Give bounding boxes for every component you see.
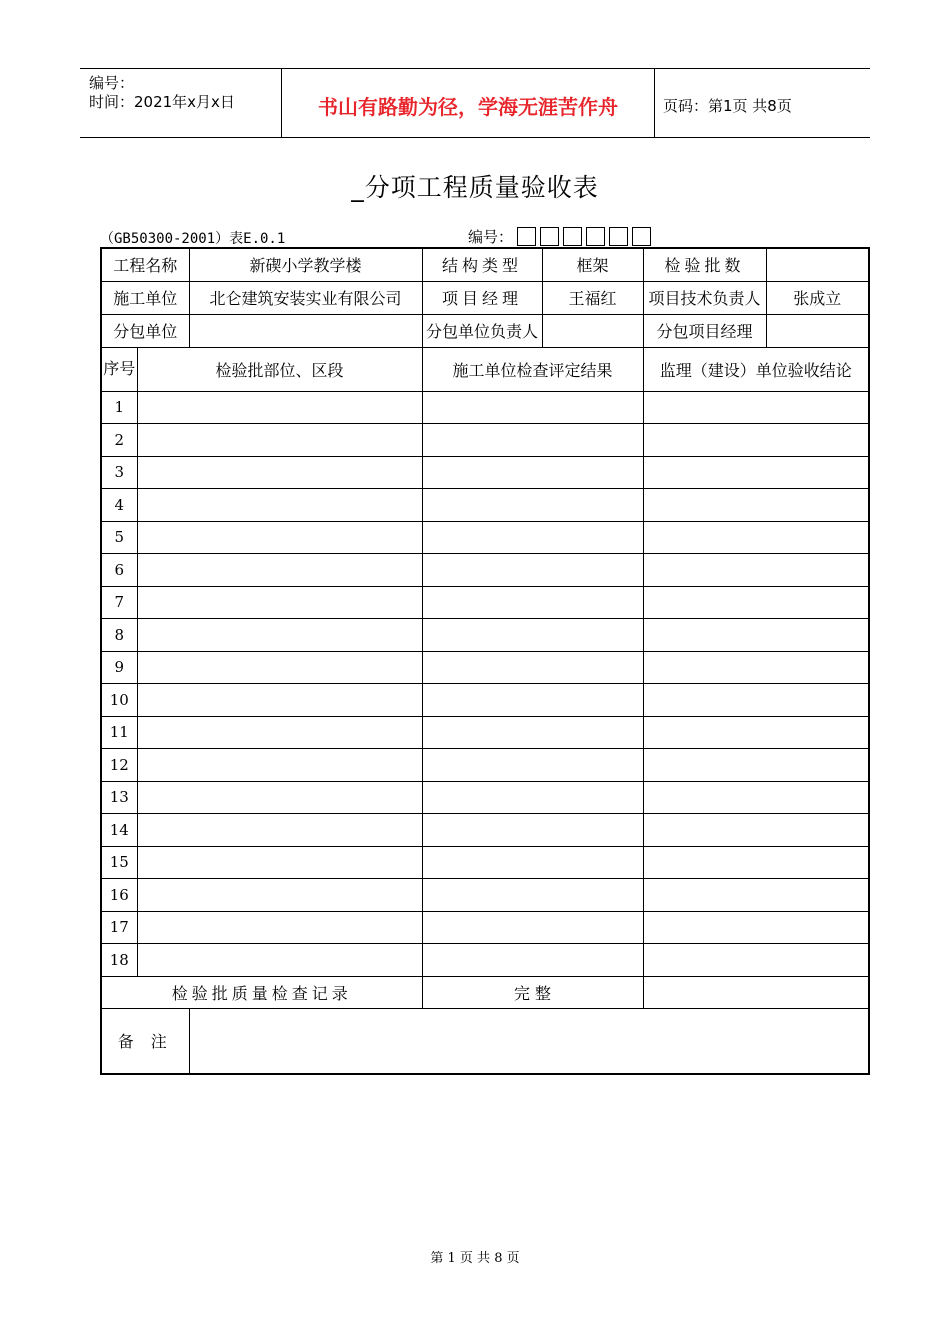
number-box[interactable] [632, 227, 651, 246]
location-cell[interactable] [137, 489, 422, 522]
subcontractor-lead-label: 分包单位负责人 [422, 314, 542, 347]
supervisor-result-cell[interactable] [643, 651, 869, 684]
contractor-result-cell[interactable] [422, 554, 643, 587]
supervisor-result-cell[interactable] [643, 749, 869, 782]
table-row [101, 586, 869, 619]
header-time-label: 时间：2021年x月x日 [89, 93, 235, 111]
contractor-result-cell[interactable] [422, 911, 643, 944]
page-title: _分项工程质量验收表 [351, 173, 599, 202]
subcontractor-lead-value[interactable] [542, 314, 643, 347]
remarks-value[interactable] [189, 1008, 869, 1074]
location-cell[interactable] [137, 879, 422, 912]
info-row-3 [101, 314, 869, 347]
form-number-label: 编号： [468, 228, 514, 246]
table-row [101, 814, 869, 847]
subcontractor-label: 分包单位 [101, 314, 189, 347]
supervisor-result-cell[interactable] [643, 716, 869, 749]
project-name-label: 工程名称 [101, 248, 189, 281]
project-manager-label: 项目经理 [422, 281, 542, 314]
col-supervisor-result-header: 监理（建设）单位验收结论 [643, 347, 869, 391]
standard-reference: （GB50300-2001）表E.0.1 [100, 231, 286, 247]
number-box[interactable] [609, 227, 628, 246]
tech-lead-label: 项目技术负责人 [643, 281, 766, 314]
row-number: 16 [101, 879, 137, 912]
summary-supervisor-value[interactable] [643, 976, 869, 1008]
project-name-value[interactable]: 新碶小学教学楼 [189, 248, 422, 281]
contractor-result-cell[interactable] [422, 846, 643, 879]
form-number [468, 226, 651, 247]
contractor-result-cell[interactable] [422, 814, 643, 847]
location-cell[interactable] [137, 521, 422, 554]
row-number: 1 [101, 391, 137, 424]
location-cell[interactable] [137, 684, 422, 717]
contractor-result-cell[interactable] [422, 944, 643, 977]
supervisor-result-cell[interactable] [643, 456, 869, 489]
structure-type-label: 结构类型 [422, 248, 542, 281]
row-number: 13 [101, 781, 137, 814]
number-box[interactable] [517, 227, 536, 246]
row-number: 2 [101, 424, 137, 457]
contractor-result-cell[interactable] [422, 521, 643, 554]
number-box[interactable] [563, 227, 582, 246]
number-box[interactable] [540, 227, 559, 246]
row-number: 15 [101, 846, 137, 879]
table-row [101, 684, 869, 717]
row-number: 7 [101, 586, 137, 619]
row-number: 4 [101, 489, 137, 522]
document-header [80, 68, 870, 138]
col-seq-header: 序号 [101, 347, 137, 391]
supervisor-result-cell[interactable] [643, 619, 869, 652]
header-left-cell [80, 69, 282, 137]
summary-label: 检验批质量检查记录 [101, 976, 422, 1008]
table-row [101, 521, 869, 554]
number-box[interactable] [586, 227, 605, 246]
table-row [101, 391, 869, 424]
table-row [101, 846, 869, 879]
contractor-result-cell[interactable] [422, 489, 643, 522]
table-row [101, 716, 869, 749]
contractor-result-cell[interactable] [422, 424, 643, 457]
subcontractor-pm-value[interactable] [766, 314, 869, 347]
location-cell[interactable] [137, 716, 422, 749]
table-row [101, 879, 869, 912]
contractor-result-cell[interactable] [422, 651, 643, 684]
supervisor-result-cell[interactable] [643, 586, 869, 619]
batch-count-value[interactable] [766, 248, 869, 281]
row-number: 17 [101, 911, 137, 944]
row-number: 12 [101, 749, 137, 782]
contractor-result-cell[interactable] [422, 781, 643, 814]
row-number: 3 [101, 456, 137, 489]
column-header-row [101, 347, 869, 391]
location-cell[interactable] [137, 554, 422, 587]
contractor-result-cell[interactable] [422, 586, 643, 619]
location-cell[interactable] [137, 814, 422, 847]
table-row [101, 554, 869, 587]
summary-row [101, 976, 869, 1008]
supervisor-result-cell[interactable] [643, 684, 869, 717]
supervisor-result-cell[interactable] [643, 781, 869, 814]
supervisor-result-cell[interactable] [643, 846, 869, 879]
location-cell[interactable] [137, 749, 422, 782]
table-row [101, 489, 869, 522]
header-page-cell [655, 69, 870, 137]
location-cell[interactable] [137, 781, 422, 814]
remarks-label: 备 注 [101, 1008, 189, 1074]
col-location-header: 检验批部位、区段 [137, 347, 422, 391]
contractor-value[interactable]: 北仑建筑安装实业有限公司 [189, 281, 422, 314]
table-row [101, 456, 869, 489]
row-number: 5 [101, 521, 137, 554]
table-row [101, 911, 869, 944]
info-row-1 [101, 248, 869, 281]
row-number: 14 [101, 814, 137, 847]
supervisor-result-cell[interactable] [643, 424, 869, 457]
subcontractor-value[interactable] [189, 314, 422, 347]
location-cell[interactable] [137, 944, 422, 977]
contractor-result-cell[interactable] [422, 391, 643, 424]
summary-contractor-value[interactable]: 完 整 [422, 976, 643, 1008]
supervisor-result-cell[interactable] [643, 879, 869, 912]
supervisor-result-cell[interactable] [643, 944, 869, 977]
row-number: 18 [101, 944, 137, 977]
contractor-result-cell[interactable] [422, 879, 643, 912]
tech-lead-value[interactable]: 张成立 [766, 281, 869, 314]
row-number: 6 [101, 554, 137, 587]
page-footer: 第 1 页 共 8 页 [430, 1251, 520, 1266]
contractor-result-cell[interactable] [422, 749, 643, 782]
location-cell[interactable] [137, 456, 422, 489]
contractor-result-cell[interactable] [422, 619, 643, 652]
structure-type-value[interactable]: 框架 [542, 248, 643, 281]
location-cell[interactable] [137, 619, 422, 652]
header-motto: 书山有路勤为径，学海无涯苦作舟 [318, 95, 618, 119]
table-row [101, 749, 869, 782]
row-number: 10 [101, 684, 137, 717]
data-rows [101, 391, 869, 976]
info-row-2 [101, 281, 869, 314]
row-number: 9 [101, 651, 137, 684]
supervisor-result-cell[interactable] [643, 521, 869, 554]
col-contractor-result-header: 施工单位检查评定结果 [422, 347, 643, 391]
header-motto-cell [282, 69, 655, 137]
contractor-result-cell[interactable] [422, 716, 643, 749]
table-row [101, 781, 869, 814]
table-row [101, 619, 869, 652]
supervisor-result-cell[interactable] [643, 391, 869, 424]
supervisor-result-cell[interactable] [643, 554, 869, 587]
contractor-result-cell[interactable] [422, 456, 643, 489]
location-cell[interactable] [137, 651, 422, 684]
table-row [101, 944, 869, 977]
supervisor-result-cell[interactable] [643, 814, 869, 847]
location-cell[interactable] [137, 911, 422, 944]
header-page-info: 页码：第1页 共8页 [663, 97, 792, 115]
subcontractor-pm-label: 分包项目经理 [643, 314, 766, 347]
location-cell[interactable] [137, 586, 422, 619]
location-cell[interactable] [137, 846, 422, 879]
project-manager-value[interactable]: 王福红 [542, 281, 643, 314]
header-number-label: 编号： [89, 74, 135, 92]
supervisor-result-cell[interactable] [643, 911, 869, 944]
remarks-row [101, 1008, 869, 1074]
supervisor-result-cell[interactable] [643, 489, 869, 522]
location-cell[interactable] [137, 424, 422, 457]
row-number: 8 [101, 619, 137, 652]
table-row [101, 651, 869, 684]
location-cell[interactable] [137, 391, 422, 424]
table-row [101, 424, 869, 457]
batch-count-label: 检验批数 [643, 248, 766, 281]
acceptance-table [100, 247, 870, 1075]
contractor-result-cell[interactable] [422, 684, 643, 717]
row-number: 11 [101, 716, 137, 749]
contractor-label: 施工单位 [101, 281, 189, 314]
